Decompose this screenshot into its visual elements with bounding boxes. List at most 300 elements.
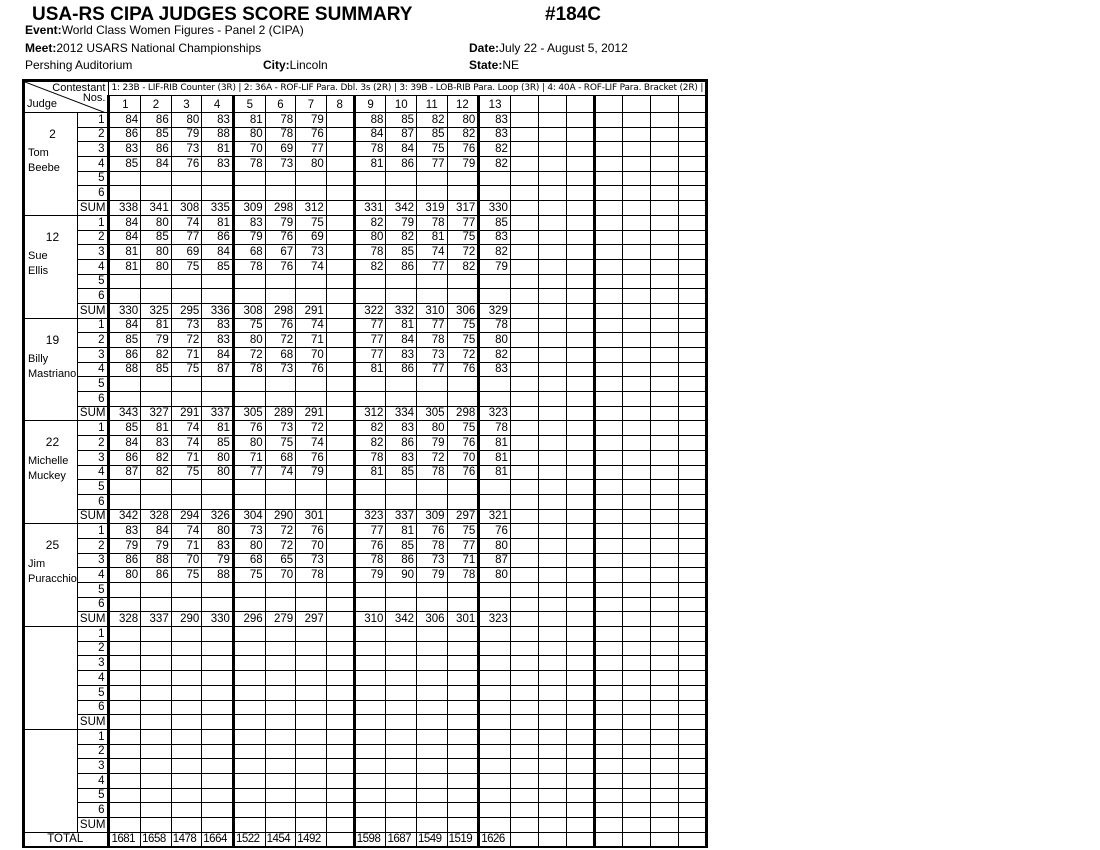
score-cell <box>141 656 172 671</box>
score-cell <box>171 480 202 495</box>
score-cell <box>171 583 202 598</box>
score-cell <box>447 171 479 186</box>
score-cell <box>171 685 202 700</box>
score-cell: 88 <box>202 568 234 583</box>
score-cell: 290 <box>265 509 296 524</box>
score-cell <box>296 597 327 612</box>
score-cell <box>386 803 417 818</box>
score-cell: 85 <box>479 215 511 230</box>
score-cell <box>510 509 538 524</box>
score-cell <box>417 656 448 671</box>
score-cell: 86 <box>386 553 417 568</box>
score-cell <box>538 744 566 759</box>
score-cell <box>354 186 386 201</box>
score-cell: 78 <box>417 333 448 348</box>
score-cell <box>566 656 594 671</box>
score-cell <box>447 597 479 612</box>
score-cell <box>265 480 296 495</box>
score-cell: 80 <box>202 450 234 465</box>
score-cell <box>650 289 678 304</box>
score-cell <box>679 583 707 598</box>
contestant-number <box>679 96 707 113</box>
score-cell <box>679 186 707 201</box>
judge-first-name: Sue <box>28 249 48 262</box>
score-cell <box>479 671 511 686</box>
score-cell <box>650 568 678 583</box>
score-cell <box>386 744 417 759</box>
score-cell: 86 <box>202 230 234 245</box>
score-row <box>24 142 707 157</box>
score-cell <box>296 744 327 759</box>
score-cell <box>171 656 202 671</box>
score-cell <box>510 773 538 788</box>
score-cell: 85 <box>141 362 172 377</box>
score-cell <box>594 230 622 245</box>
score-cell <box>171 392 202 407</box>
score-cell <box>109 818 141 833</box>
corner-judge: Judge <box>27 98 57 110</box>
score-cell: 73 <box>265 421 296 436</box>
score-cell <box>326 465 354 480</box>
score-cell: 342 <box>386 201 417 216</box>
score-cell <box>265 729 296 744</box>
score-cell <box>386 700 417 715</box>
score-cell <box>326 729 354 744</box>
score-cell: 79 <box>233 230 265 245</box>
total-row <box>24 832 707 847</box>
venue: Pershing Auditorium <box>25 58 133 72</box>
score-cell <box>566 392 594 407</box>
score-cell <box>650 494 678 509</box>
score-cell: 305 <box>233 406 265 421</box>
score-cell: 88 <box>109 362 141 377</box>
row-label: 1 <box>77 421 109 436</box>
score-cell: 78 <box>354 450 386 465</box>
score-cell <box>265 656 296 671</box>
score-cell <box>326 524 354 539</box>
score-cell <box>538 421 566 436</box>
score-cell <box>326 597 354 612</box>
score-cell <box>594 186 622 201</box>
score-cell <box>650 377 678 392</box>
row-label: 5 <box>77 274 109 289</box>
score-cell <box>594 715 622 730</box>
score-cell <box>354 729 386 744</box>
score-cell <box>109 392 141 407</box>
score-cell <box>622 348 650 363</box>
score-cell: 343 <box>109 406 141 421</box>
score-cell <box>417 392 448 407</box>
score-cell <box>679 524 707 539</box>
score-cell <box>354 656 386 671</box>
score-cell <box>679 656 707 671</box>
score-cell <box>594 245 622 260</box>
score-cell <box>650 450 678 465</box>
score-cell: 78 <box>265 113 296 128</box>
score-cell <box>171 641 202 656</box>
score-cell <box>296 685 327 700</box>
total-cell: 1664 <box>202 832 234 847</box>
score-cell <box>538 274 566 289</box>
score-cell <box>417 377 448 392</box>
score-cell <box>650 436 678 451</box>
total-cell: 1658 <box>141 832 172 847</box>
score-cell <box>510 450 538 465</box>
score-cell: 81 <box>386 318 417 333</box>
score-cell <box>479 700 511 715</box>
score-cell <box>566 759 594 774</box>
score-cell <box>594 818 622 833</box>
score-cell <box>202 700 234 715</box>
score-cell: 83 <box>233 215 265 230</box>
score-cell <box>538 127 566 142</box>
score-cell <box>109 289 141 304</box>
score-cell: 298 <box>447 406 479 421</box>
sum-row <box>24 818 707 833</box>
form-number: #184C <box>545 4 601 25</box>
judge-number: 25 <box>45 538 60 553</box>
score-cell <box>510 245 538 260</box>
score-cell: 76 <box>265 259 296 274</box>
score-cell <box>326 245 354 260</box>
score-cell <box>510 392 538 407</box>
score-row <box>24 230 707 245</box>
score-cell <box>566 230 594 245</box>
score-cell <box>479 597 511 612</box>
score-cell: 76 <box>171 157 202 172</box>
score-cell <box>265 803 296 818</box>
score-cell <box>447 759 479 774</box>
score-cell: 83 <box>202 157 234 172</box>
score-cell <box>447 377 479 392</box>
score-cell <box>650 729 678 744</box>
score-cell <box>679 788 707 803</box>
score-row <box>24 421 707 436</box>
score-cell <box>109 685 141 700</box>
score-cell: 80 <box>141 215 172 230</box>
score-cell: 83 <box>386 348 417 363</box>
score-cell <box>622 333 650 348</box>
score-cell <box>566 597 594 612</box>
score-cell <box>326 201 354 216</box>
score-cell <box>447 289 479 304</box>
score-cell <box>622 377 650 392</box>
score-cell <box>326 494 354 509</box>
score-cell <box>109 627 141 642</box>
row-label: 4 <box>77 157 109 172</box>
score-cell <box>679 259 707 274</box>
score-row <box>24 700 707 715</box>
score-cell <box>326 480 354 495</box>
score-cell: 83 <box>202 333 234 348</box>
score-cell <box>296 715 327 730</box>
score-cell: 76 <box>447 465 479 480</box>
score-cell: 80 <box>109 568 141 583</box>
score-cell <box>296 392 327 407</box>
score-cell: 71 <box>233 450 265 465</box>
score-cell: 73 <box>233 524 265 539</box>
score-cell <box>171 700 202 715</box>
score-cell: 78 <box>354 142 386 157</box>
score-cell <box>594 773 622 788</box>
score-cell: 65 <box>265 553 296 568</box>
score-cell <box>594 509 622 524</box>
score-cell <box>650 230 678 245</box>
score-cell <box>594 348 622 363</box>
score-cell: 80 <box>296 157 327 172</box>
score-cell: 323 <box>479 406 511 421</box>
score-cell <box>679 201 707 216</box>
score-cell: 81 <box>109 259 141 274</box>
event-label: Event: <box>25 23 62 37</box>
score-cell <box>202 656 234 671</box>
row-label: 4 <box>77 465 109 480</box>
score-cell <box>296 773 327 788</box>
score-cell: 68 <box>265 348 296 363</box>
score-cell: 78 <box>296 568 327 583</box>
score-cell: 78 <box>417 465 448 480</box>
row-label: 2 <box>77 538 109 553</box>
contestant-number: 10 <box>386 96 417 113</box>
score-row <box>24 788 707 803</box>
row-label: 5 <box>77 788 109 803</box>
score-row <box>24 524 707 539</box>
contestant-number <box>594 96 622 113</box>
score-cell <box>171 788 202 803</box>
meet-line <box>25 41 261 55</box>
score-cell: 74 <box>296 259 327 274</box>
score-cell <box>594 465 622 480</box>
score-cell: 84 <box>202 348 234 363</box>
total-cell: 1687 <box>386 832 417 847</box>
score-cell <box>354 171 386 186</box>
score-cell <box>171 186 202 201</box>
score-cell: 88 <box>141 553 172 568</box>
score-cell <box>510 788 538 803</box>
score-cell <box>566 450 594 465</box>
score-cell <box>650 509 678 524</box>
score-cell <box>447 274 479 289</box>
score-cell: 79 <box>202 553 234 568</box>
score-cell <box>622 715 650 730</box>
score-cell <box>679 685 707 700</box>
score-cell <box>538 465 566 480</box>
score-cell <box>479 494 511 509</box>
score-cell <box>141 671 172 686</box>
score-cell <box>265 583 296 598</box>
score-cell <box>538 289 566 304</box>
total-cell: 1478 <box>171 832 202 847</box>
score-cell <box>594 656 622 671</box>
score-cell: 84 <box>109 436 141 451</box>
total-cell: 1626 <box>479 832 511 847</box>
score-cell: 70 <box>296 348 327 363</box>
score-cell <box>202 392 234 407</box>
score-cell: 86 <box>109 127 141 142</box>
score-cell <box>202 729 234 744</box>
score-cell: 73 <box>296 245 327 260</box>
score-cell <box>566 186 594 201</box>
score-cell <box>566 157 594 172</box>
score-cell <box>566 171 594 186</box>
score-cell: 79 <box>417 568 448 583</box>
score-cell: 72 <box>296 421 327 436</box>
event-value: World Class Women Figures - Panel 2 (CIPA) <box>61 23 304 37</box>
score-cell <box>202 583 234 598</box>
score-cell <box>622 641 650 656</box>
score-cell: 85 <box>386 245 417 260</box>
score-cell <box>326 406 354 421</box>
score-cell <box>510 700 538 715</box>
score-cell <box>650 421 678 436</box>
score-cell <box>650 201 678 216</box>
contestant-number <box>622 96 650 113</box>
score-cell: 330 <box>479 201 511 216</box>
score-cell: 72 <box>447 245 479 260</box>
score-cell: 70 <box>265 568 296 583</box>
score-cell <box>326 274 354 289</box>
score-cell: 85 <box>417 127 448 142</box>
score-cell <box>622 480 650 495</box>
score-cell <box>141 392 172 407</box>
score-cell <box>679 113 707 128</box>
score-cell <box>650 788 678 803</box>
score-cell <box>679 392 707 407</box>
score-cell: 74 <box>417 245 448 260</box>
judge-cell <box>24 627 78 730</box>
score-cell <box>171 171 202 186</box>
score-cell: 76 <box>265 230 296 245</box>
score-cell <box>171 773 202 788</box>
score-cell: 72 <box>265 524 296 539</box>
score-cell <box>354 494 386 509</box>
score-cell: 77 <box>354 318 386 333</box>
score-cell <box>233 671 265 686</box>
score-cell <box>538 171 566 186</box>
score-cell <box>650 245 678 260</box>
score-cell <box>650 333 678 348</box>
score-cell: 83 <box>202 318 234 333</box>
score-cell: 67 <box>265 245 296 260</box>
score-cell: 279 <box>265 612 296 627</box>
contestant-number: 9 <box>354 96 386 113</box>
judge-first-name: Tom <box>28 147 49 159</box>
score-cell <box>141 377 172 392</box>
row-label: 5 <box>77 685 109 700</box>
score-cell <box>326 583 354 598</box>
score-cell: 69 <box>171 245 202 260</box>
score-cell: 86 <box>141 568 172 583</box>
score-cell <box>233 583 265 598</box>
score-cell <box>566 406 594 421</box>
score-cell: 87 <box>109 465 141 480</box>
score-cell: 85 <box>202 436 234 451</box>
score-cell <box>566 612 594 627</box>
score-cell: 341 <box>141 201 172 216</box>
row-label: 1 <box>77 627 109 642</box>
score-cell <box>510 553 538 568</box>
score-cell <box>233 627 265 642</box>
score-cell: 76 <box>447 362 479 377</box>
score-cell <box>594 450 622 465</box>
score-cell <box>622 113 650 128</box>
score-row <box>24 362 707 377</box>
row-label: 6 <box>77 494 109 509</box>
header-row-description <box>24 81 707 96</box>
judge-number: 12 <box>45 229 60 244</box>
row-label: 5 <box>77 377 109 392</box>
score-cell <box>354 700 386 715</box>
score-cell: 75 <box>447 524 479 539</box>
total-cell: 1681 <box>109 832 141 847</box>
score-cell: 79 <box>386 215 417 230</box>
score-cell <box>679 274 707 289</box>
state-label: State: <box>469 58 503 72</box>
score-cell <box>417 715 448 730</box>
score-cell <box>622 142 650 157</box>
row-label: 4 <box>77 362 109 377</box>
score-cell <box>650 671 678 686</box>
score-cell <box>296 729 327 744</box>
score-cell <box>265 788 296 803</box>
score-cell: 83 <box>109 524 141 539</box>
score-cell <box>479 656 511 671</box>
score-cell <box>109 274 141 289</box>
score-cell: 73 <box>417 553 448 568</box>
score-cell <box>538 612 566 627</box>
score-cell: 82 <box>479 142 511 157</box>
score-cell <box>265 627 296 642</box>
score-cell: 80 <box>233 436 265 451</box>
score-cell: 72 <box>233 348 265 363</box>
score-cell <box>326 392 354 407</box>
score-cell: 76 <box>265 318 296 333</box>
score-cell <box>109 759 141 774</box>
score-cell: 308 <box>233 303 265 318</box>
score-cell <box>326 671 354 686</box>
score-cell: 86 <box>141 142 172 157</box>
score-cell <box>510 656 538 671</box>
score-cell <box>233 700 265 715</box>
score-cell <box>417 818 448 833</box>
score-cell <box>109 377 141 392</box>
score-cell <box>650 392 678 407</box>
score-cell <box>171 289 202 304</box>
score-cell: 79 <box>296 465 327 480</box>
score-cell <box>354 289 386 304</box>
score-cell: 84 <box>109 113 141 128</box>
score-cell <box>622 171 650 186</box>
score-row <box>24 318 707 333</box>
score-cell: 78 <box>354 553 386 568</box>
score-cell <box>510 289 538 304</box>
score-cell <box>566 303 594 318</box>
total-cell <box>594 832 622 847</box>
score-cell <box>510 612 538 627</box>
row-label: 2 <box>77 744 109 759</box>
score-cell <box>296 700 327 715</box>
score-cell: 70 <box>296 538 327 553</box>
score-cell <box>202 818 234 833</box>
score-cell <box>538 715 566 730</box>
score-cell <box>622 392 650 407</box>
figures-description: 1: 23B - LIF-RIB Counter (3R) | 2: 36A - ROF-LIF Para. Dbl. 3s (2R) | 3: 39B - LOB-RIB Para. Loop (3R) | 4: 40A - ROF-LIF Para. Bracket (2R) | <box>109 81 707 96</box>
score-cell: 76 <box>354 538 386 553</box>
score-cell <box>386 186 417 201</box>
score-cell <box>354 597 386 612</box>
score-cell: 80 <box>141 259 172 274</box>
score-cell <box>233 494 265 509</box>
